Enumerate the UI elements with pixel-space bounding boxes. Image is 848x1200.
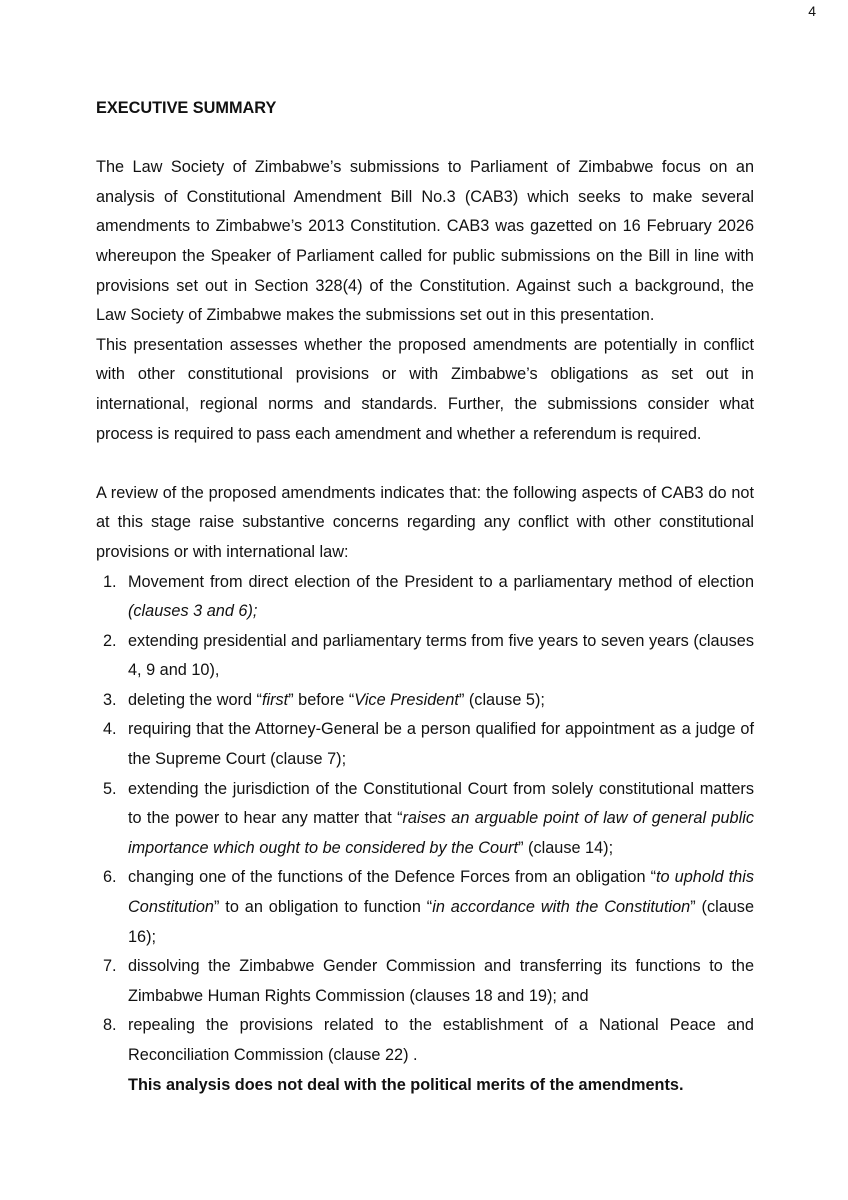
list-item-number: 3. xyxy=(103,690,117,709)
list-item-text: ” (clause 16); xyxy=(128,898,755,946)
document-body xyxy=(96,94,754,1100)
list-item-text: ” (clause 5); xyxy=(458,690,545,709)
list-item-text: deleting the word “ xyxy=(128,690,262,709)
list-item xyxy=(96,952,754,1011)
list-item xyxy=(96,775,754,864)
page-number: 4 xyxy=(808,3,816,19)
list-item-emphasis: first xyxy=(261,690,289,709)
list-item-number: 1. xyxy=(103,572,117,591)
list-item-emphasis: (clauses 3 and 6); xyxy=(128,602,258,621)
list-item xyxy=(96,627,754,686)
list-item-number: 8. xyxy=(103,1016,117,1035)
list-item xyxy=(96,568,754,627)
final-note: This analysis does not deal with the political merits of the amendments. xyxy=(128,1075,684,1094)
list-item xyxy=(96,715,754,774)
section-heading: EXECUTIVE SUMMARY xyxy=(96,99,277,117)
list-item-text: ” to an obligation to function “ xyxy=(213,898,433,917)
paragraph-intro: The Law Society of Zimbabwe’s submissions to Parliament of Zimbabwe focus on an analysis of Constitutional Amendment Bill No.3 (CAB3) which seeks to make several amendments to Zimbabwe’s 2013 Constitution. CAB3 was gazetted on 16 February 2026 whereupon the Speaker of Parliament called for public submissions on the Bill in line with provisions set out in Section 328(4) of the Constitution. Against such a background, the Law Society of Zimbabwe makes the submissions set out in this presentation. xyxy=(96,158,754,325)
list-item-number: 6. xyxy=(103,868,117,887)
list-item-text: ” (clause 14); xyxy=(518,838,614,857)
paragraph-review: A review of the proposed amendments indicates that: the following aspects of CAB3 do not at this stage raise substantive concerns regarding any conflict with other constitutional provisions or with international law: xyxy=(96,483,754,561)
list-item-text: extending the jurisdiction of the Constitutional Court from solely constitutional matters to the power to hear any matter that “ xyxy=(128,779,754,828)
list-item-text: changing one of the functions of the Defence Forces from an obligation “ xyxy=(128,868,657,887)
list-item-number: 2. xyxy=(103,631,117,650)
list-item-number: 5. xyxy=(103,779,117,798)
paragraph-gap xyxy=(96,449,754,479)
list-item xyxy=(96,1011,754,1070)
list-item-text: Movement from direct election of the President to a parliamentary method of election xyxy=(128,572,754,591)
list-item-emphasis: Vice President xyxy=(354,690,459,709)
list-item-text: ” before “ xyxy=(288,690,355,709)
amendments-list xyxy=(96,568,754,1071)
list-item-text: repealing the provisions related to the establishment of a National Peace and Reconciliation Commission (clause 22) . xyxy=(128,1016,754,1064)
list-item-emphasis: to uphold this Constitution xyxy=(128,868,754,917)
list-item-emphasis: in accordance with the Constitution xyxy=(432,898,691,917)
list-item-number: 7. xyxy=(103,957,117,976)
list-item-text: requiring that the Attorney-General be a person qualified for appointment as a judge of the Supreme Court (clause 7); xyxy=(128,720,754,769)
list-item-emphasis: raises an arguable point of law of general public importance which ought to be considered by the Court xyxy=(128,809,754,857)
list-item-text: extending presidential and parliamentary terms from five years to seven years (clauses 4, 9 and 10), xyxy=(128,631,754,680)
list-item-number: 4. xyxy=(103,720,117,739)
list-item-text: dissolving the Zimbabwe Gender Commission and transferring its functions to the Zimbabwe Human Rights Commission (clauses 18 and 19); and xyxy=(128,957,754,1005)
list-item xyxy=(96,863,754,952)
list-item xyxy=(96,686,754,716)
paragraph-assessment: This presentation assesses whether the proposed amendments are potentially in conflict with other constitutional provisions or with Zimbabwe’s obligations as set out in international, regional norms and standards. Further, the submissions consider what process is required to pass each amendment and whether a referendum is required. xyxy=(96,335,754,443)
